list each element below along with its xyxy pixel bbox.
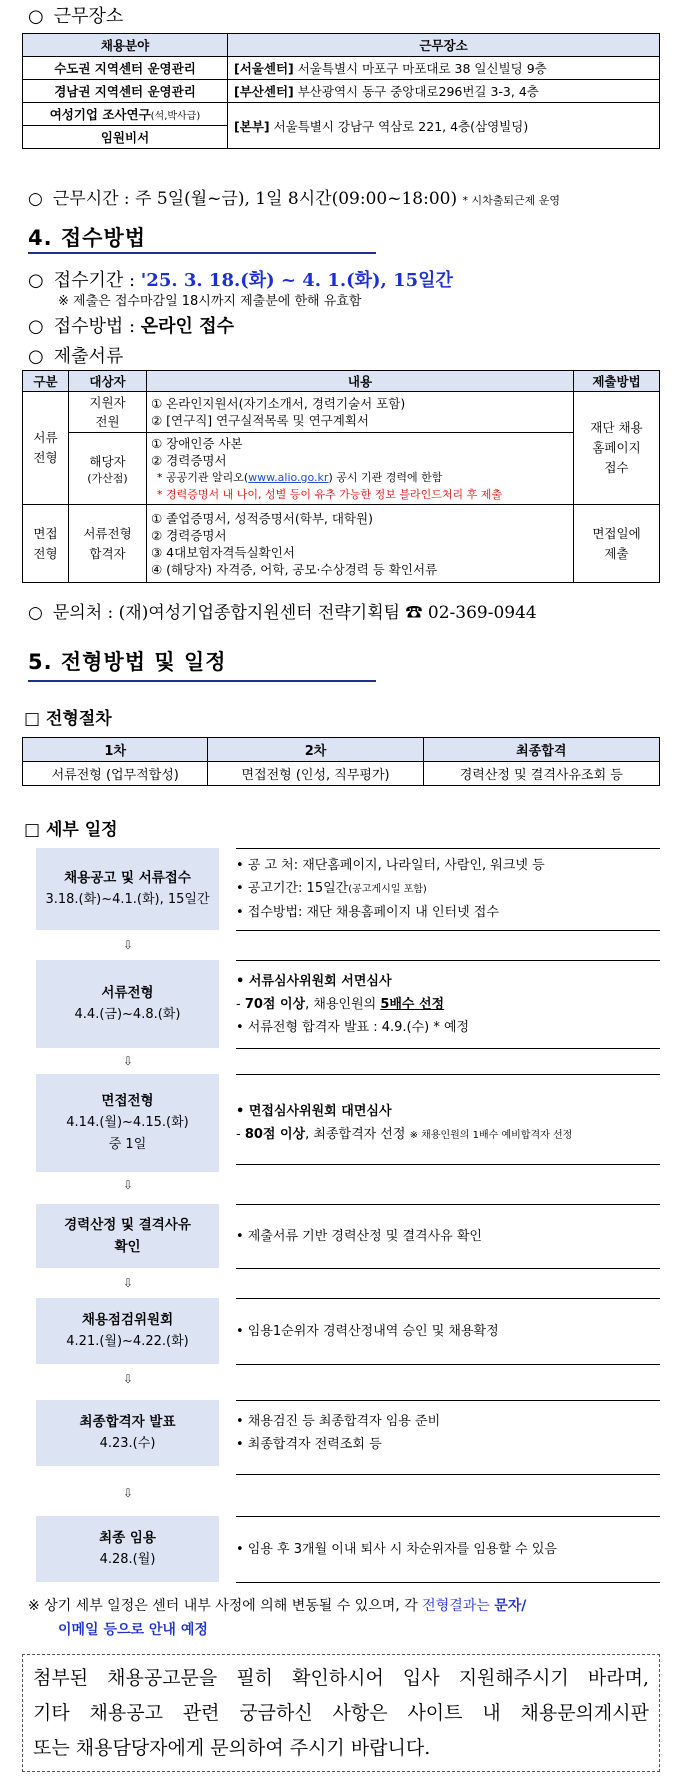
closing-note: 첨부된 채용공고문을 필히 확인하시어 입사 지원해주시기 바라며, 기타 채용공고 관련 궁금하신 사항은 사이트 내 채용문의게시판 또는 채용담당자에게 문의하여 주시기 바랍니다. bbox=[22, 1654, 660, 1772]
down-arrow-icon: ⇩ bbox=[122, 1486, 134, 1500]
application-period: ○ 접수기간 : '25. 3. 18.(화) ~ 4. 1.(화), 15일간 bbox=[28, 270, 453, 291]
section5-title: 5. 전형방법 및 일정 bbox=[28, 650, 227, 674]
table-row: 임원비서 bbox=[23, 126, 660, 149]
table-row: 면접 전형 서류전형 합격자 ① 졸업증명서, 성적증명서(학부, 대학원) ② 경력증명서 ③ 4대보험자격득실확인서 ④ (해당자) 자격증, 어학, 공모·수상경력 등 확인서류 면접일에 제출 bbox=[23, 505, 660, 583]
table-row: 수도권 지역센터 운영관리 [서울센터] 서울특별시 마포구 마포대로 38 일신빌딩 9층 bbox=[23, 57, 660, 80]
schedule-detail-committee: • 임용1순위자 경력산정내역 승인 및 채용확정 bbox=[236, 1323, 499, 1339]
table-row: 서류전형 (업무적합성) 면접전형 (인성, 직무평가) 경력산정 및 결격사유조회 등 bbox=[23, 762, 660, 786]
documents-table: 구분 대상자 내용 제출방법 서류 전형 지원자 전원 ① 온라인지원서(자기소개서, 경력기술서 포함) ② [연구직] 연구실적목록 및 연구계획서 재단 채용 홈페이지 접수 해당자 (가산점) ① 장애인증 사본 ② 경력증명서 * 공공기관 알리오(www.alio.go.kr) 공시 기관 경력에 한함 * 경력증명서 내 나이, 성별 등이 유추 가능한 정보 블라인드처리 후 제출 면접 전형 서류전형 합격자 ① 졸업증명서, 성적증명서(학부, 대학원) ② 경력증명서 ③ 4대보험자격득실확인서 ④ (해당자) 자격증, 어학, 공모·수상경력 등 확인서류 면접일에 제출 bbox=[22, 370, 660, 583]
schedule-step-committee: 채용점검위원회 4.21.(월)~4.22.(화) bbox=[36, 1298, 219, 1364]
schedule-detail-final-announcement: • 채용검진 등 최종합격자 임용 준비 • 최종합격자 전력조회 등 bbox=[236, 1414, 441, 1452]
schedule-footnote: ※ 상기 세부 일정은 센터 내부 사정에 의해 변동될 수 있으며, 각 전형결과는 문자/ 이메일 등으로 안내 예정 bbox=[28, 1598, 527, 1638]
schedule-detail-career-check: • 제출서류 기반 경력산정 및 결격사유 확인 bbox=[236, 1228, 482, 1244]
process-heading: □ 전형절차 bbox=[24, 709, 112, 729]
schedule-detail-posting: • 공 고 처: 재단홈페이지, 나라일터, 사람인, 워크넷 등 • 공고기간: 15일간(공고게시일 포함) • 접수방법: 재단 채용홈페이지 내 인터넷 접수 bbox=[236, 858, 545, 920]
table-row: 여성기업 조사연구(석,박사급) [본부] 서울특별시 강남구 역삼로 221, 4층(삼영빌딩) bbox=[23, 103, 660, 126]
documents-label: ○ 제출서류 bbox=[28, 346, 124, 367]
down-arrow-icon: ⇩ bbox=[122, 1054, 134, 1068]
alio-link[interactable]: www.alio.go.kr bbox=[248, 470, 329, 484]
schedule-step-document-review: 서류전형 4.4.(금)~4.8.(화) bbox=[36, 960, 219, 1048]
schedule-step-interview: 면접전형 4.14.(월)~4.15.(화) 중 1일 bbox=[36, 1074, 219, 1172]
schedule-detail-document-review: • 서류심사위원회 서면심사 - 70점 이상, 채용인원의 5배수 선정 • 서류전형 합격자 발표 : 4.9.(수) * 예정 bbox=[236, 973, 470, 1035]
section4-rule bbox=[28, 252, 376, 254]
work-location-table bbox=[22, 33, 660, 149]
period-note: ※ 제출은 접수마감일 18시까지 제출분에 한해 유효함 bbox=[58, 294, 362, 309]
down-arrow-icon: ⇩ bbox=[122, 938, 134, 952]
table-row: 경남권 지역센터 운영관리 [부산센터] 부산광역시 동구 중앙대로296번길 3-3, 4층 bbox=[23, 80, 660, 103]
work-location-heading: ○ 근무장소 bbox=[28, 6, 124, 27]
application-method: ○ 접수방법 : 온라인 접수 bbox=[28, 316, 234, 337]
schedule-step-posting: 채용공고 및 서류접수 3.18.(화)~4.1.(화), 15일간 bbox=[36, 848, 219, 930]
table-row: 서류 전형 지원자 전원 ① 온라인지원서(자기소개서, 경력기술서 포함) ② [연구직] 연구실적목록 및 연구계획서 재단 채용 홈페이지 접수 bbox=[23, 392, 660, 433]
section4-title: 4. 접수방법 bbox=[28, 226, 147, 250]
process-table: 1차 2차 최종합격 서류전형 (업무적합성) 면접전형 (인성, 직무평가) 경력산정 및 결격사유조회 등 bbox=[22, 737, 660, 786]
schedule-step-career-check: 경력산정 및 결격사유 확인 bbox=[36, 1204, 219, 1268]
down-arrow-icon: ⇩ bbox=[122, 1372, 134, 1386]
down-arrow-icon: ⇩ bbox=[122, 1178, 134, 1192]
col-field: 채용분야 bbox=[23, 34, 228, 57]
table-row: 해당자 (가산점) ① 장애인증 사본 ② 경력증명서 * 공공기관 알리오(www.alio.go.kr) 공시 기관 경력에 한함 * 경력증명서 내 나이, 성별 등이 유추 가능한 정보 블라인드처리 후 제출 bbox=[23, 433, 660, 505]
section5-rule bbox=[28, 680, 376, 682]
schedule-detail-appointment: • 임용 후 3개월 이내 퇴사 시 차순위자를 임용할 수 있음 bbox=[236, 1541, 557, 1557]
col-location: 근무장소 bbox=[228, 34, 660, 57]
schedule-step-final-announcement: 최종합격자 발표 4.23.(수) bbox=[36, 1400, 219, 1466]
schedule-detail-interview: • 면접심사위원회 대면심사 - 80점 이상, 최종합격자 선정 ※ 채용인원의 1배수 예비합격자 선정 bbox=[236, 1103, 573, 1142]
contact-info: ○ 문의처 : (재)여성기업종합지원센터 전략기획팀 ☎ 02-369-0944 bbox=[28, 603, 537, 623]
schedule-step-appointment: 최종 임용 4.28.(월) bbox=[36, 1516, 219, 1582]
work-hours: ○ 근무시간 : 주 5일(월~금), 1일 8시간(09:00~18:00) * 시차출퇴근제 운영 bbox=[28, 189, 561, 209]
down-arrow-icon: ⇩ bbox=[122, 1276, 134, 1290]
schedule-heading: □ 세부 일정 bbox=[24, 820, 118, 840]
